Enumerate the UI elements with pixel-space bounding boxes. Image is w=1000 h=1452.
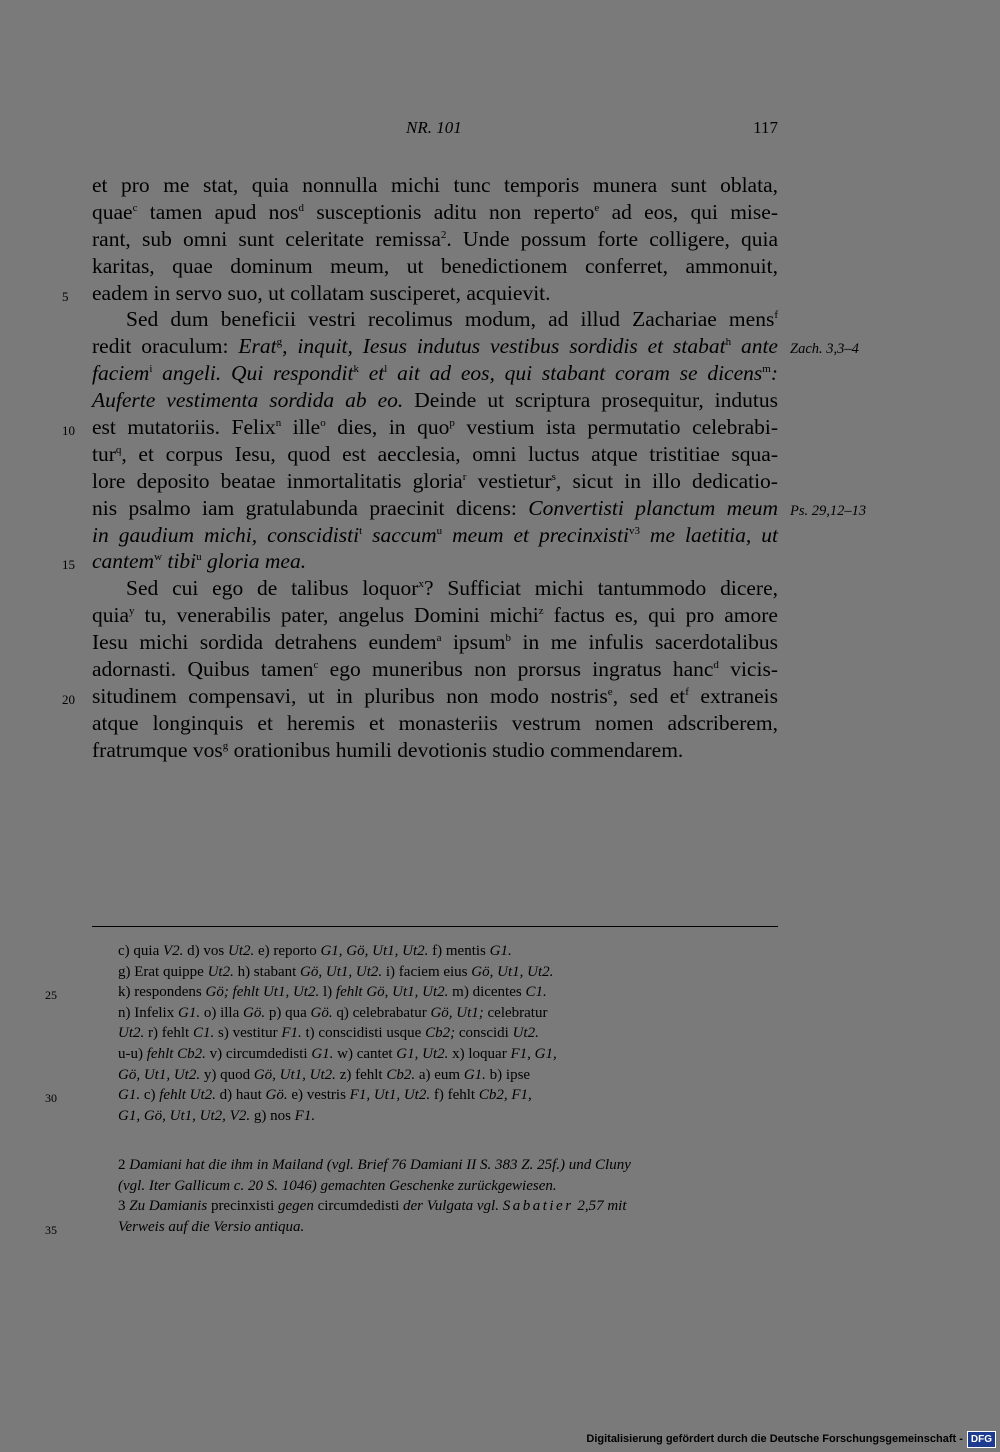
footnote-marker: f <box>685 685 689 698</box>
text-run: et pro me stat, quia nonnulla michi tunc temporis munera sunt oblata, <box>92 173 778 197</box>
text-run: Deinde ut scriptura prosequitur, indutus <box>403 388 778 413</box>
text-run: tibi <box>162 549 197 574</box>
margin-reference: Zach. 3,3–4 <box>790 341 859 358</box>
text-line <box>92 575 778 602</box>
text-run: precinxisti <box>210 1198 275 1214</box>
text-run: fratrumque vos <box>92 737 223 762</box>
text-run: faciem <box>92 361 150 386</box>
footnote-separator <box>92 926 778 927</box>
text-run: factus es, qui pro amore <box>543 603 778 628</box>
line-text <box>92 711 778 735</box>
text-line <box>92 199 778 226</box>
footnote-marker: i <box>149 363 153 376</box>
text-run: conscidi <box>455 1025 513 1042</box>
text-run: x) loquar <box>448 1045 511 1062</box>
line-text <box>92 523 778 547</box>
text-run: 2,57 mit <box>573 1198 627 1214</box>
text-run: e) reporto <box>254 943 321 959</box>
note-line <box>118 1196 780 1217</box>
text-run: Cb2; <box>425 1025 456 1042</box>
line-text <box>92 415 778 439</box>
text-line <box>92 602 778 629</box>
line-text <box>92 388 778 412</box>
text-line <box>92 306 778 333</box>
text-run: g) Erat quippe <box>118 963 208 980</box>
text-run: meum et precinxisti <box>442 522 629 547</box>
text-run: i) faciem eius <box>382 963 472 980</box>
line-text <box>118 1087 532 1103</box>
footnote-marker: c <box>313 659 319 672</box>
line-text <box>118 964 553 980</box>
text-line <box>62 548 778 575</box>
line-text <box>92 496 778 520</box>
line-text <box>118 1219 304 1235</box>
text-run: g) nos <box>250 1107 295 1124</box>
text-run: G1. <box>177 1004 201 1021</box>
text-run: t) conscidisti usque <box>301 1025 426 1042</box>
text-line <box>92 441 778 468</box>
text-run: d) vos <box>183 943 228 959</box>
line-number: 15 <box>62 557 75 573</box>
line-text <box>92 254 778 278</box>
text-run: Gö, Ut1, Ut2. <box>253 1066 336 1083</box>
line-text <box>118 943 512 959</box>
apparatus-line <box>45 982 780 1003</box>
text-line <box>92 710 778 737</box>
text-run: G1. <box>118 1087 141 1104</box>
text-run: n) Infelix <box>118 1004 178 1021</box>
note-line <box>118 1176 780 1197</box>
text-run: adornasti. Quibus tamen <box>92 657 314 682</box>
page-number: 117 <box>753 118 778 137</box>
text-line <box>92 629 778 656</box>
text-run: circumdedisti <box>317 1198 400 1214</box>
line-text <box>92 657 778 681</box>
footnote-marker: t <box>359 524 363 537</box>
text-run: ille <box>281 415 321 440</box>
text-run: . Unde possum forte colligere, quia <box>446 226 778 251</box>
footnote-marker: r <box>462 470 467 483</box>
page-header <box>0 118 1000 144</box>
text-run: tu, venerabilis pater, angelus Domini michi <box>134 603 539 628</box>
text-run: tur <box>92 441 116 466</box>
text-run: cantem <box>92 549 155 574</box>
text-run: f) fehlt <box>430 1087 479 1104</box>
line-text <box>126 576 778 600</box>
line-text <box>92 200 778 224</box>
text-run: Damiani hat die ihm in Mailand (vgl. Brief 76 Damiani II S. 383 Z. 25f.) und Cluny <box>129 1157 631 1173</box>
text-line <box>92 226 778 253</box>
text-run: a) eum <box>415 1066 464 1083</box>
text-run: eadem in servo suo, ut collatam susciperet, acquievit. <box>92 280 551 305</box>
text-line <box>92 333 859 360</box>
text-run: c) <box>140 1087 160 1104</box>
note-line <box>45 1217 780 1238</box>
text-line <box>62 414 779 441</box>
text-run: G1, Gö, Ut1, Ut2. <box>320 943 429 959</box>
footnote-marker: y <box>129 605 135 618</box>
text-run: Zu Damianis <box>129 1198 211 1214</box>
text-run: quae <box>92 199 133 224</box>
running-head: NR. 101 <box>406 118 462 137</box>
text-run: nis psalmo iam gratulabunda praecinit dicens: <box>92 495 529 520</box>
text-run: C1. <box>192 1025 215 1042</box>
text-run: atque longinquis et heremis et monasteriis vestrum nomen adscriberem, <box>92 710 778 735</box>
text-run: , et corpus Iesu, quod est aecclesia, omni luctus atque tristitiae squa- <box>121 441 778 466</box>
text-run: in me infulis sacerdotalibus <box>511 630 778 655</box>
main-text <box>62 172 867 764</box>
line-text <box>92 442 778 466</box>
footnote-marker: m <box>762 363 771 376</box>
text-run: Ut2. <box>512 1025 539 1042</box>
text-run: G1. <box>311 1045 334 1062</box>
line-text <box>92 684 778 708</box>
text-run: Gö, Ut1; <box>430 1004 484 1021</box>
text-line <box>92 522 778 549</box>
line-text <box>92 227 778 251</box>
text-run: ante <box>731 334 778 359</box>
text-run: Gö. <box>310 1004 333 1021</box>
text-run: 2 <box>118 1157 130 1173</box>
line-text <box>92 281 551 305</box>
text-run: Gö; fehlt Ut1, Ut2. <box>205 984 320 1001</box>
text-run: G1. <box>489 943 512 959</box>
text-run: l) <box>319 984 336 1001</box>
text-run: angeli. Qui respondit <box>152 361 354 386</box>
text-run: Sed cui ego de talibus loquor <box>126 576 419 601</box>
line-text <box>92 173 778 197</box>
text-run: e) vestris <box>287 1087 350 1104</box>
text-run: in gaudium michi, conscidisti <box>92 522 360 547</box>
text-run: w) cantet <box>333 1045 397 1062</box>
footnote-marker: u <box>436 524 443 537</box>
text-run: V2. <box>162 943 184 959</box>
text-run: redit oraculum: <box>92 334 239 359</box>
text-run: celebratur <box>483 1004 548 1021</box>
dfg-credit-text: Digitalisierung gefördert durch die Deutsche Forschungsgemeinschaft - <box>586 1433 963 1445</box>
text-run: dies, in quo <box>325 415 450 440</box>
footnote-marker: w <box>154 551 163 564</box>
footnote-marker: o <box>320 417 326 430</box>
footnote-marker: h <box>725 336 732 349</box>
line-number: 20 <box>62 691 75 707</box>
text-run: v) circumdedisti <box>205 1045 312 1062</box>
text-run: vicis- <box>718 657 778 682</box>
apparatus-line <box>118 941 780 962</box>
text-run: , inquit, Iesus indutus vestibus sordidis et stabat <box>282 334 726 359</box>
text-line <box>92 737 778 764</box>
text-run: rant, sub omni sunt celeritate remissa <box>92 226 441 251</box>
line-text <box>118 1046 557 1062</box>
text-run: , sicut in illo dedicatio- <box>555 468 778 493</box>
line-text <box>92 361 778 385</box>
text-run: h) stabant <box>233 963 301 980</box>
text-run: Sed dum beneficii vestri recolimus modum, ad illud Zachariae mens <box>126 307 775 332</box>
text-run: fehlt Gö, Ut1, Ut2. <box>335 984 449 1001</box>
text-run: G1, Ut2. <box>396 1045 449 1062</box>
footnote-marker: 2 <box>440 228 447 241</box>
dfg-logo: DFG <box>967 1431 996 1448</box>
text-run: saccum <box>362 522 437 547</box>
text-run: o) illa <box>200 1004 243 1021</box>
critical-apparatus <box>45 941 780 1126</box>
text-run: Sabatier <box>502 1198 574 1214</box>
text-line <box>62 280 778 307</box>
text-run: Cb2, F1, <box>478 1087 532 1104</box>
line-text <box>92 603 778 627</box>
text-line <box>62 683 778 710</box>
line-number: 30 <box>45 1091 57 1106</box>
text-run: ad eos, qui mise- <box>599 199 778 224</box>
line-text <box>92 549 306 573</box>
text-run: Gö, Ut1, Ut2. <box>471 963 554 980</box>
text-run: et <box>358 361 385 386</box>
text-run: z) fehlt <box>335 1066 387 1083</box>
text-run: f) mentis <box>428 943 490 959</box>
line-number: 10 <box>62 423 75 439</box>
text-run: Ut2. <box>228 943 255 959</box>
text-run: Verweis auf die Versio antiqua. <box>118 1218 305 1235</box>
text-run: , sed et <box>612 683 686 708</box>
apparatus-line <box>118 1023 780 1044</box>
text-run: y) quod <box>200 1066 254 1083</box>
footnote-marker: k <box>353 363 359 376</box>
text-run: tamen apud nos <box>137 199 299 224</box>
note-line <box>118 1155 780 1176</box>
text-run: der Vulgata vgl. <box>399 1198 503 1214</box>
line-text <box>92 469 778 493</box>
footnote-marker: g <box>222 739 229 752</box>
text-run: Iesu michi sordida detrahens eundem <box>92 630 437 655</box>
apparatus-line <box>118 1065 780 1086</box>
text-line <box>92 172 778 199</box>
text-run: gegen <box>274 1198 318 1214</box>
text-run: Ut2. <box>118 1025 145 1042</box>
text-run: karitas, quae dominum meum, ut benedictionem conferret, ammonuit, <box>92 253 778 278</box>
line-text <box>118 1178 557 1194</box>
text-line <box>92 387 778 414</box>
text-line <box>92 360 778 387</box>
margin-reference: Ps. 29,12–13 <box>790 502 867 519</box>
text-line <box>92 253 778 280</box>
text-run: ait ad eos, qui stabant coram se dicens <box>387 361 763 386</box>
text-run: Gö, Ut1, Ut2. <box>118 1066 201 1083</box>
text-run: Ut2. <box>207 963 234 980</box>
text-run: : <box>770 361 778 386</box>
text-run: Auferte vestimenta sordida ab eo. <box>92 388 404 413</box>
text-run: q) celebrabatur <box>332 1004 431 1021</box>
text-run: fehlt Cb2. <box>146 1045 206 1062</box>
text-run: F1, G1, <box>510 1045 557 1062</box>
footnote-marker: q <box>115 443 122 456</box>
footnote-marker: l <box>384 363 388 376</box>
text-run: Gö. <box>265 1087 288 1104</box>
text-line <box>92 495 867 522</box>
text-run: F1, Ut1, Ut2. <box>349 1087 431 1104</box>
text-run: vestium ista permutatio celebrabi- <box>454 415 779 440</box>
text-run: 3 <box>118 1198 130 1214</box>
text-run: p) qua <box>265 1004 311 1021</box>
line-number: 25 <box>45 988 57 1003</box>
text-run: ipsum <box>441 630 506 655</box>
text-run: Gö, Ut1, Ut2. <box>300 963 383 980</box>
apparatus-line <box>118 1044 780 1065</box>
text-line <box>92 468 778 495</box>
footnote-marker: d <box>713 659 719 672</box>
line-text <box>92 738 683 762</box>
line-text <box>118 1157 631 1173</box>
footnote-marker: f <box>774 309 778 322</box>
footnote-marker: x <box>418 578 424 591</box>
footnote-marker: a <box>436 632 442 645</box>
apparatus-line <box>118 962 780 983</box>
text-run: est mutatoriis. Felix <box>92 415 276 440</box>
text-run: C1. <box>525 984 547 1001</box>
text-run: G1, Gö, Ut1, Ut2, V2. <box>118 1107 251 1124</box>
line-text <box>118 984 547 1000</box>
text-run: ? Sufficiat michi tantummodo dicere, <box>423 576 778 601</box>
text-run: Gö. <box>242 1004 266 1021</box>
footnote-marker: s <box>551 470 556 483</box>
footnote-marker: u <box>196 551 202 564</box>
text-run: susceptionis aditu non reperto <box>304 199 595 224</box>
text-run: gloria mea. <box>201 549 307 574</box>
text-run: ego muneribus non prorsus ingratus hanc <box>318 657 714 682</box>
text-run: situdinem compensavi, ut in pluribus non modo nostris <box>92 683 608 708</box>
footnote-marker: v3 <box>628 524 640 537</box>
text-run: u-u) <box>118 1045 147 1062</box>
footnote-marker: c <box>132 201 138 214</box>
text-run: F1. <box>294 1107 316 1124</box>
footnote-marker: e <box>607 685 613 698</box>
text-run: fehlt Ut2. <box>159 1087 216 1104</box>
text-run: c) quia <box>118 943 163 959</box>
line-text <box>118 1108 315 1124</box>
text-run: (vgl. Iter Gallicum c. 20 S. 1046) gemachten Geschenke zurückgewiesen. <box>118 1177 557 1194</box>
text-run: extraneis <box>688 683 778 708</box>
text-line <box>92 656 778 683</box>
text-run: m) dicentes <box>448 984 526 1001</box>
text-run: Erat <box>238 334 277 359</box>
line-text <box>92 334 778 358</box>
footnote-marker: z <box>538 605 544 618</box>
text-run: s) vestitur <box>214 1025 282 1042</box>
text-run: orationibus humili devotionis studio commendarem. <box>228 737 684 762</box>
footnote-marker: p <box>449 417 455 430</box>
line-text <box>118 1005 547 1021</box>
text-run: lore deposito beatae inmortalitatis gloria <box>92 468 463 493</box>
line-number: 5 <box>62 288 69 304</box>
footnote-marker: b <box>505 632 512 645</box>
line-text <box>118 1198 626 1214</box>
dfg-banner <box>586 1430 996 1448</box>
text-run: vestietur <box>466 468 552 493</box>
footnote-marker: n <box>275 417 282 430</box>
text-run: Convertisti planctum meum <box>528 495 779 520</box>
text-run: r) fehlt <box>144 1025 193 1042</box>
apparatus-line <box>45 1085 780 1106</box>
line-text <box>118 1025 539 1041</box>
text-run: me laetitia, ut <box>639 522 779 547</box>
text-run: F1. <box>281 1025 302 1042</box>
footnote-marker: d <box>298 201 305 214</box>
commentary-notes <box>45 1155 780 1237</box>
line-number: 35 <box>45 1222 57 1237</box>
footnote-marker: e <box>594 201 600 214</box>
text-run: quia <box>92 603 130 628</box>
footnote-marker: g <box>276 336 283 349</box>
text-run: d) haut <box>215 1087 266 1104</box>
text-run: G1. <box>463 1066 486 1083</box>
text-run: k) respondens <box>118 984 206 1001</box>
line-text <box>92 630 778 654</box>
text-run: b) ipse <box>485 1066 531 1083</box>
apparatus-line <box>118 1003 780 1024</box>
text-run: Cb2. <box>386 1066 416 1083</box>
line-text <box>126 307 778 331</box>
line-text <box>118 1067 530 1083</box>
apparatus-line <box>118 1106 780 1127</box>
